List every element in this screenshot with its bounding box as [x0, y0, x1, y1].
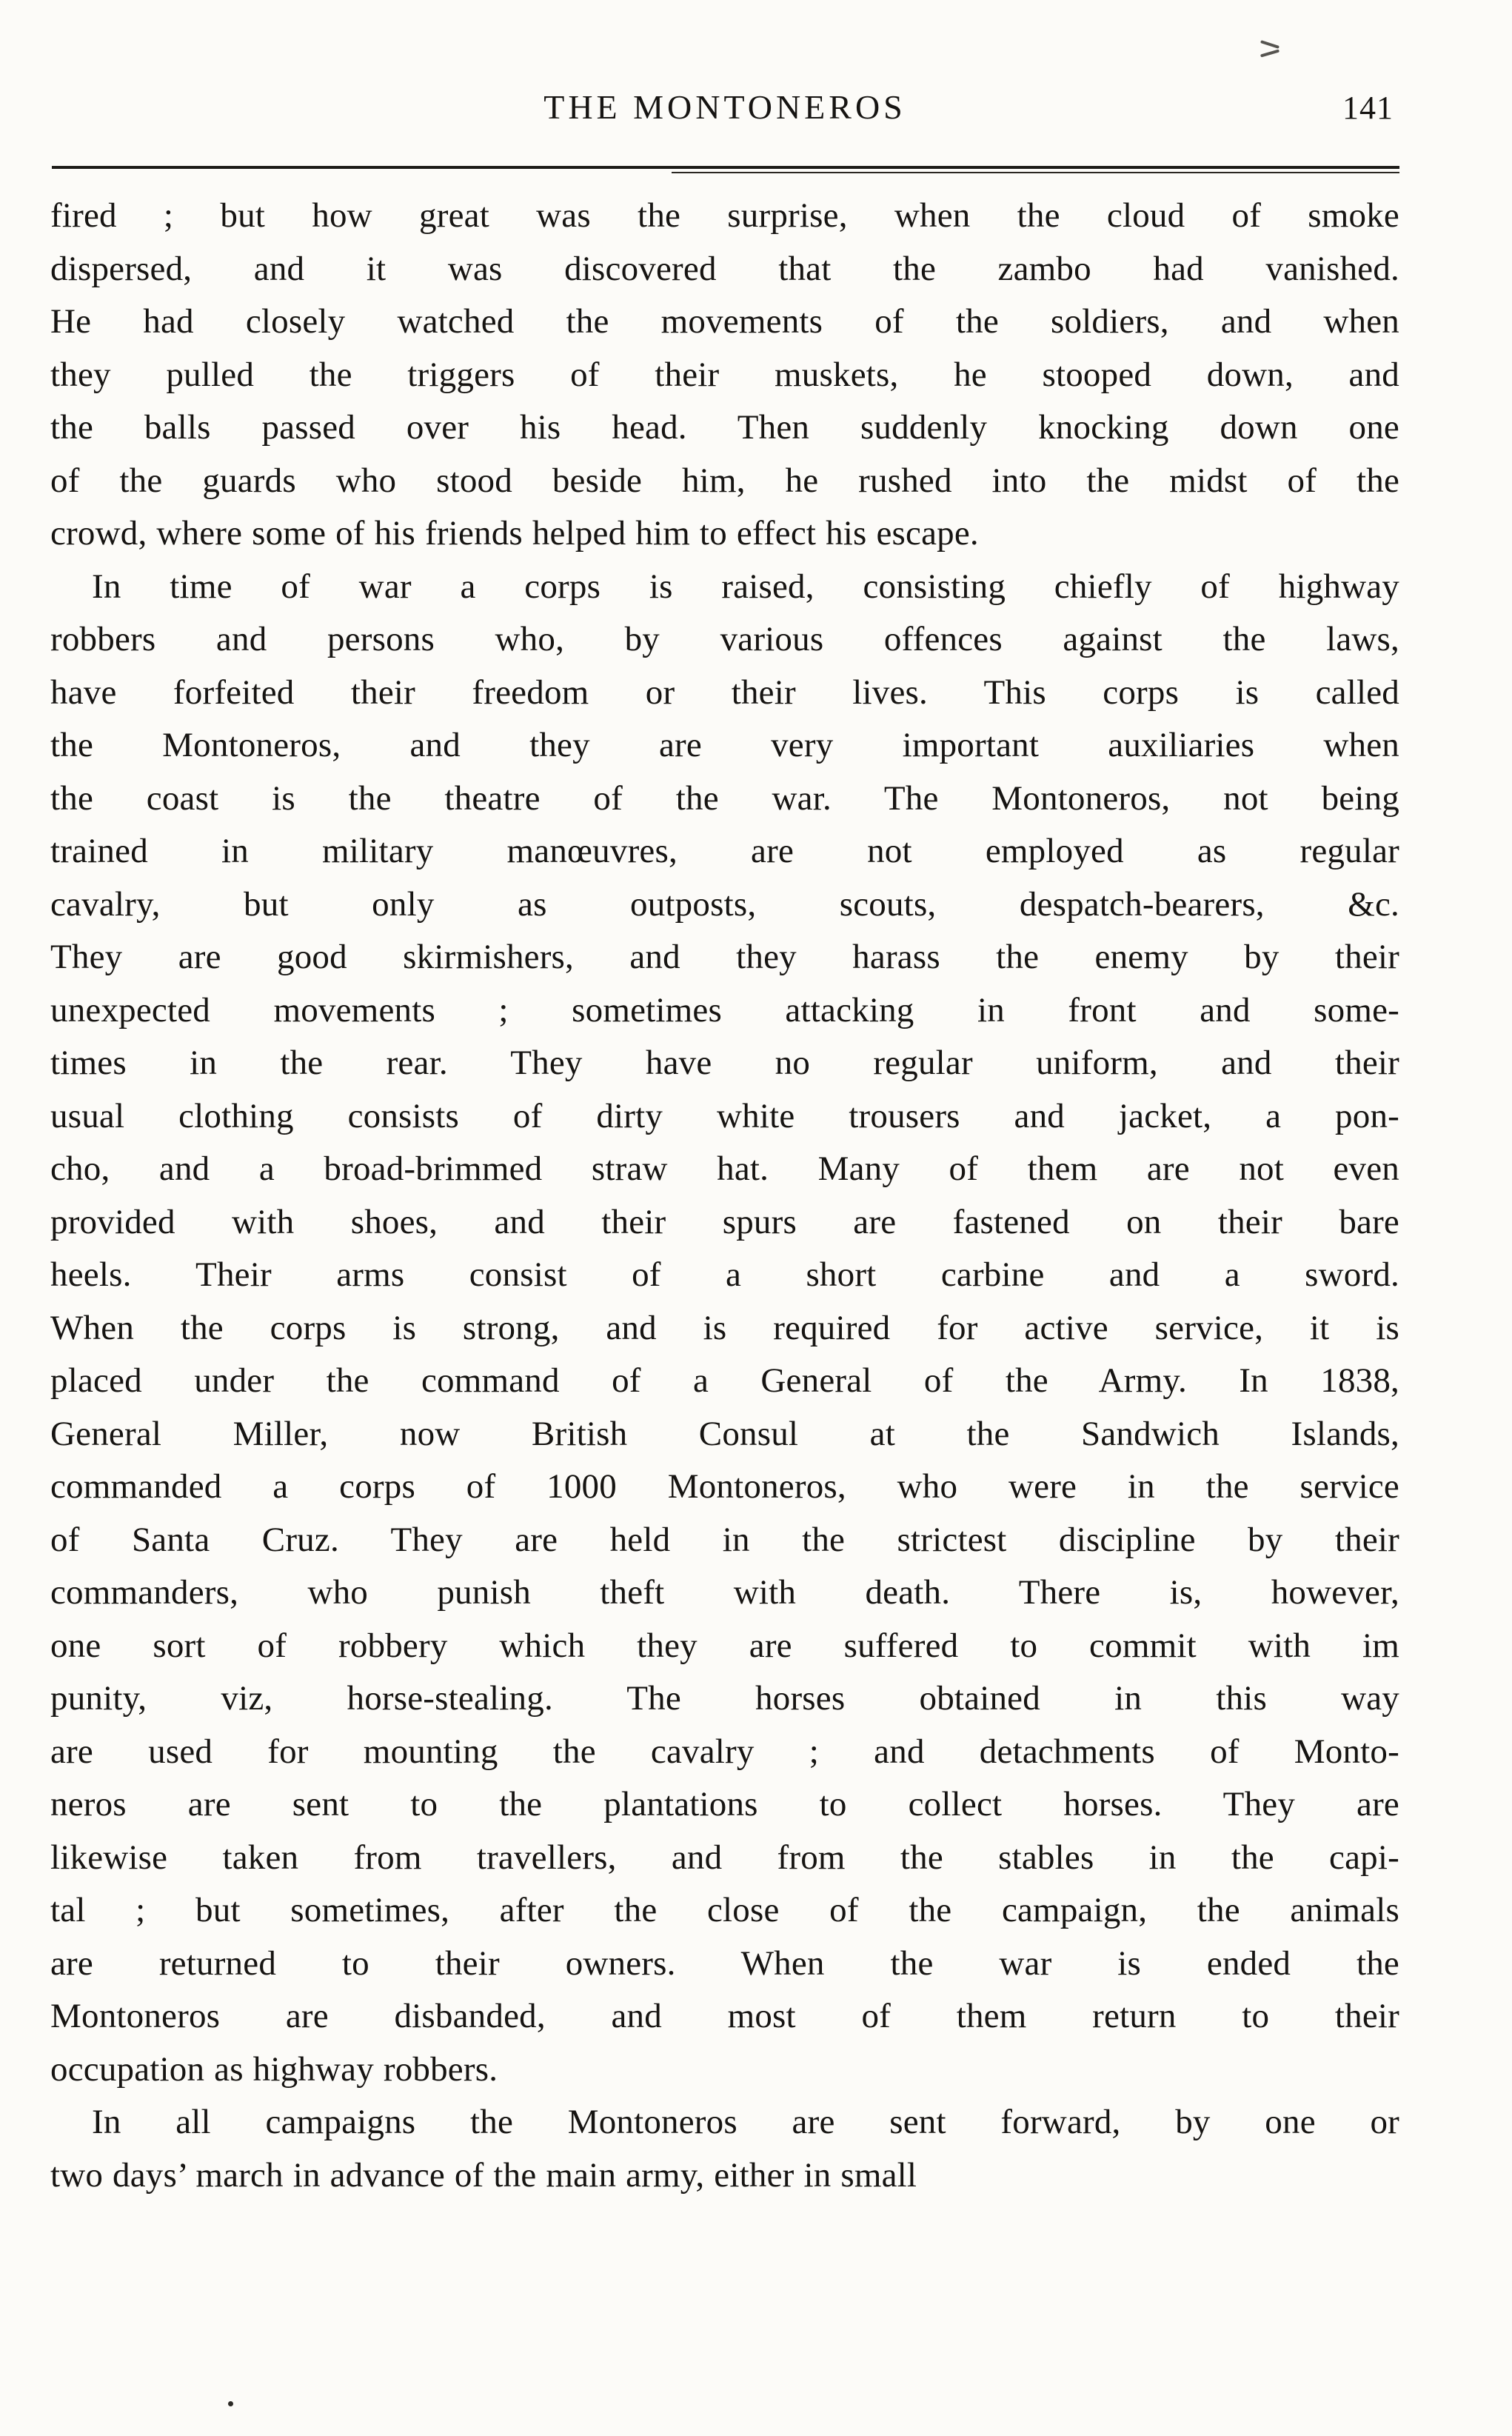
- text-line: trained in military manœuvres, are not employed as regular: [50, 832, 1399, 870]
- text-line: commanded a corps of 1000 Montoneros, who were in the service: [50, 1467, 1399, 1506]
- text-line: When the corps is strong, and is required for active service, it is: [50, 1308, 1399, 1347]
- text-line: fired ; but how great was the surprise, when the cloud of smoke: [50, 196, 1399, 235]
- text-line: are returned to their owners. When the war is ended the: [50, 1943, 1399, 1983]
- text-line: occupation as highway robbers.: [50, 2049, 498, 2089]
- text-line: neros are sent to the plantations to collect horses. They are: [50, 1785, 1399, 1823]
- text-line: two days’ march in advance of the main army, either in small: [50, 2155, 917, 2195]
- text-line: robbers and persons who, by various offences against the laws,: [50, 620, 1399, 658]
- text-line: unexpected movements ; sometimes attacking in front and some-: [50, 990, 1399, 1030]
- text-line: cavalry, but only as outposts, scouts, despatch-bearers, &c.: [50, 884, 1399, 924]
- text-line: heels. Their arms consist of a short carbine and a sword.: [50, 1255, 1399, 1294]
- text-line: usual clothing consists of dirty white trousers and jacket, a pon-: [50, 1096, 1399, 1135]
- text-line: crowd, where some of his friends helped him to effect his escape.: [50, 514, 979, 553]
- text-line: cho, and a broad-brimmed straw hat. Many of them are not even: [50, 1149, 1399, 1188]
- header-divider-line-second: [672, 172, 1399, 173]
- text-line: tal ; but sometimes, after the close of the campaign, the animals: [50, 1891, 1399, 1929]
- page-title: THE MONTONEROS: [543, 88, 906, 126]
- page-header: [50, 87, 1399, 133]
- paragraph: [50, 190, 1399, 561]
- text-line: In all campaigns the Montoneros are sent forward, by one or: [92, 2103, 1399, 2141]
- header-divider: [52, 166, 1399, 175]
- text-line: punity, viz, horse-stealing. The horses obtained in this way: [50, 1679, 1399, 1718]
- header-divider-line: [52, 166, 1399, 169]
- text-block: [50, 190, 1399, 2202]
- text-line: In time of war a corps is raised, consisting chiefly of highway: [92, 567, 1399, 606]
- text-line: General Miller, now British Consul at the Sandwich Islands,: [50, 1414, 1399, 1453]
- scan-artifact-stroke: [1260, 49, 1279, 57]
- text-line: He had closely watched the movements of the soldiers, and when: [50, 302, 1399, 341]
- text-line: the balls passed over his head. Then suddenly knocking down one: [50, 408, 1399, 447]
- paragraph: [50, 561, 1399, 2097]
- scan-artifact-dot: [228, 2401, 233, 2406]
- text-line: dispersed, and it was discovered that the zambo had vanished.: [50, 249, 1399, 288]
- text-line: provided with shoes, and their spurs are fastened on their bare: [50, 1202, 1399, 1241]
- text-line: times in the rear. They have no regular uniform, and their: [50, 1044, 1399, 1082]
- scan-artifact-mark: [1259, 39, 1284, 61]
- text-line: are used for mounting the cavalry ; and detachments of Monto-: [50, 1732, 1399, 1771]
- text-line: they pulled the triggers of their muskets, he stooped down, and: [50, 355, 1399, 394]
- text-line: Montoneros are disbanded, and most of them return to their: [50, 1997, 1399, 2035]
- text-line: They are good skirmishers, and they harass the enemy by their: [50, 938, 1399, 976]
- text-line: of Santa Cruz. They are held in the strictest discipline by their: [50, 1520, 1399, 1559]
- text-line: commanders, who punish theft with death. There is, however,: [50, 1573, 1399, 1612]
- text-line: likewise taken from travellers, and from the stables in the capi-: [50, 1838, 1399, 1877]
- text-line: one sort of robbery which they are suffered to commit with im: [50, 1626, 1399, 1665]
- page-number: 141: [1342, 90, 1394, 126]
- text-line: of the guards who stood beside him, he rushed into the midst of the: [50, 461, 1399, 500]
- scan-artifact-stroke: [1260, 40, 1279, 49]
- text-line: placed under the command of a General of the Army. In 1838,: [50, 1361, 1399, 1400]
- text-line: the coast is the theatre of the war. The Montoneros, not being: [50, 778, 1399, 818]
- text-line: have forfeited their freedom or their lives. This corps is called: [50, 673, 1399, 712]
- paragraph: [50, 2096, 1399, 2202]
- text-line: the Montoneros, and they are very important auxiliaries when: [50, 726, 1399, 764]
